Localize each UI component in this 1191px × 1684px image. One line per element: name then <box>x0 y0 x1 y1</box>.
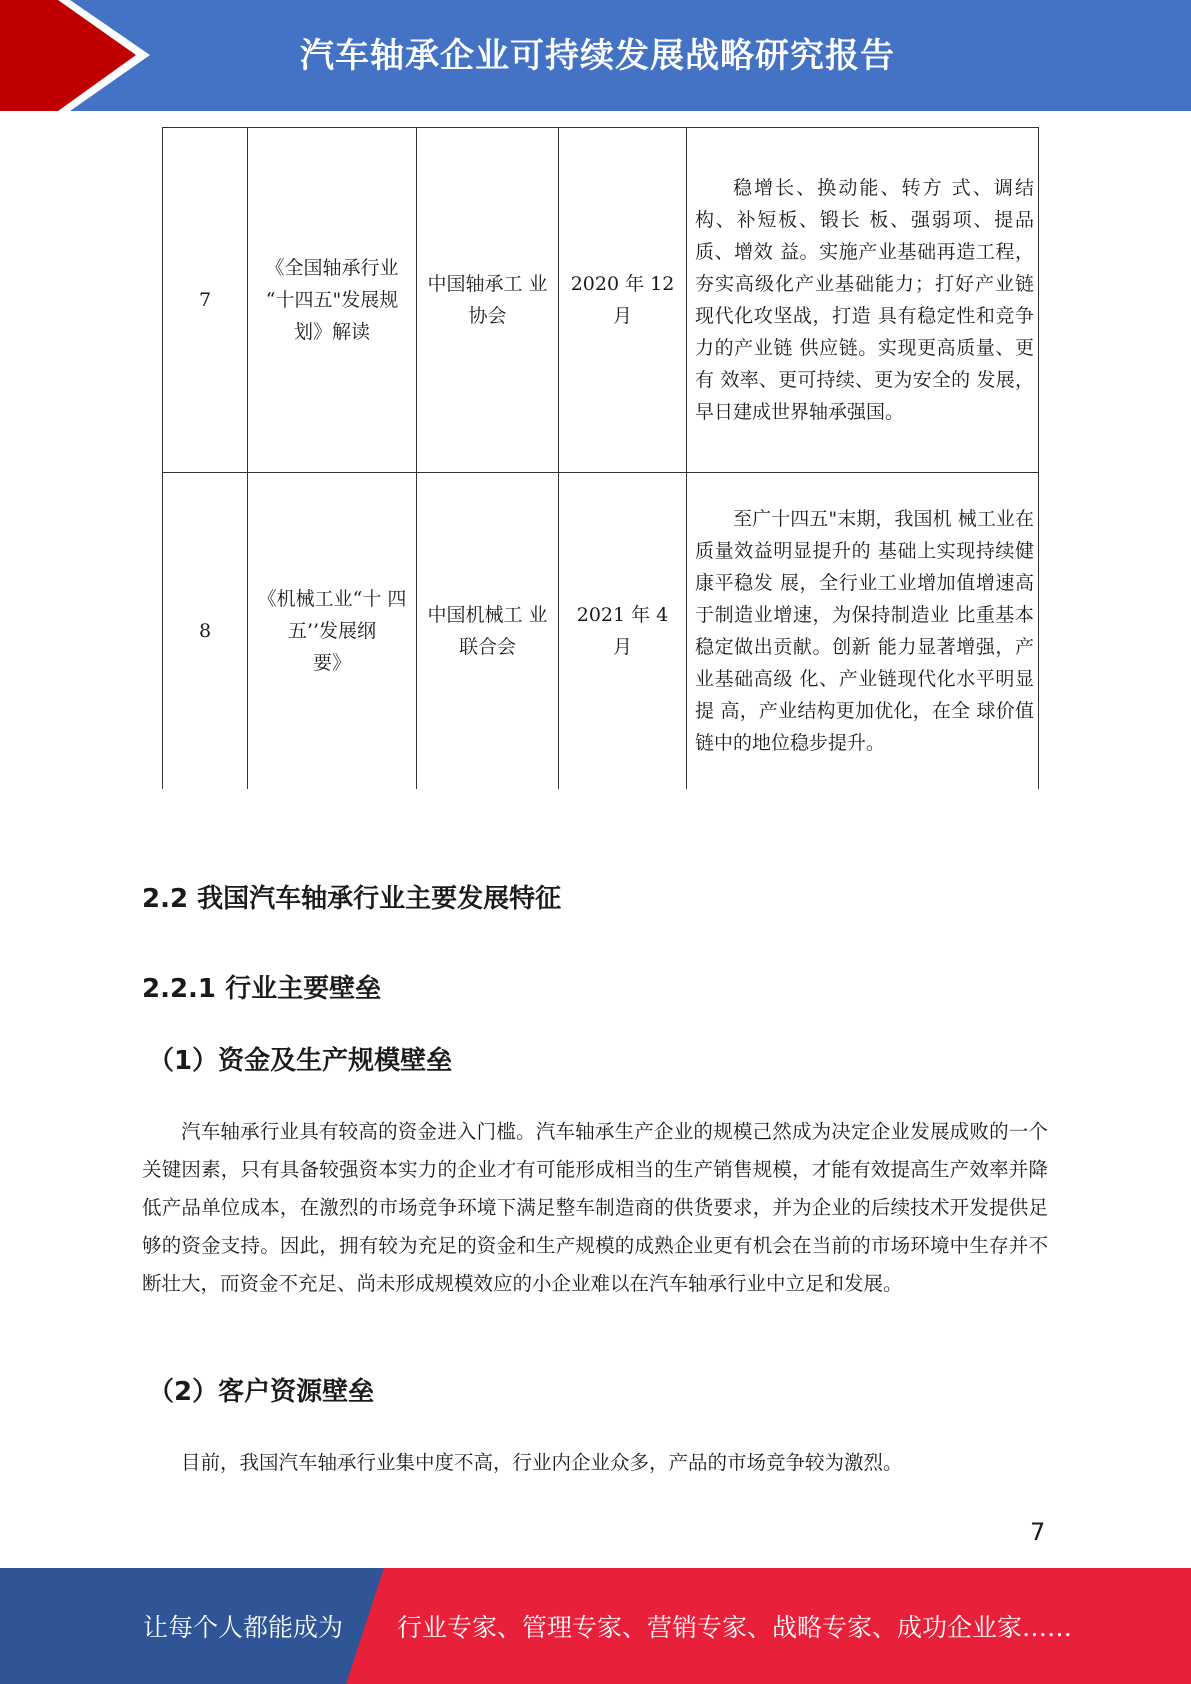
subsection-heading: 2.2.1 行业主要壁垒 <box>142 974 382 1004</box>
table-row <box>163 128 1039 473</box>
footer-slogan-left: 让每个人都能成为 <box>143 1613 344 1642</box>
section-heading: 2.2 我国汽车轴承行业主要发展特征 <box>142 884 562 914</box>
header-arrow-icon <box>0 0 160 111</box>
policy-description: 稳增长、换动能、转方 式、调结构、补短板、锻长 板、强弱项、提品质、增效 益。实施产业基础再造工程， 夯实高级化产业基础能力；打好产业链现代化攻坚战，打造 具有稳定性和竞争力的产业链 供应链。实现更高质量、更有 效率、更可持续、更为安全的 发展，早日建成世界轴承强国。 <box>687 128 1039 473</box>
policy-name: 《全国轴承行业 “十四五"发展规 划》解读 <box>248 128 417 473</box>
policy-name: 《机械工业“十 四 五’’发展纲 要》 <box>248 473 417 789</box>
issuing-org: 中国机械工 业 联合会 <box>417 473 559 789</box>
paragraph-customer-barrier: 目前，我国汽车轴承行业集中度不高，行业内企业众多，产品的市场竞争较为激烈。 <box>181 1451 903 1474</box>
page-number: 7 <box>1030 1518 1046 1546</box>
paragraph-capital-barrier: 汽车轴承行业具有较高的资金进入门槛。汽车轴承生产企业的规模己然成为决定企业发展成败的一个关键因素，只有具备较强资本实力的企业才有可能形成相当的生产销售规模，才能有效提高生产效率并降低产品单位成本，在激烈的市场竞争环境下满足整车制造商的供货要求，并为企业的后续技术开发提供足够的资金支持。因此，拥有较为充足的资金和生产规模的成熟企业更有机会在当前的市场环境中生存并不断壮大，而资金不充足、尚未形成规模效应的小企业难以在汽车轴承行业中立足和发展。 <box>142 1120 1048 1295</box>
subheading-customer-barrier: （2）客户资源壁垒 <box>148 1377 375 1407</box>
report-title: 汽车轴承企业可持续发展战略研究报告 <box>300 36 895 76</box>
footer-slogan-right: 行业专家、管理专家、营销专家、战略专家、成功企业家…… <box>397 1613 1073 1642</box>
issue-date: 2021 年 4 月 <box>559 473 687 789</box>
policy-description: 至广十四五"末期，我国机 械工业在质量效益明显提升的 基础上实现持续健康平稳发 展，全行业工业增加值增速高 于制造业增速，为保持制造业 比重基本稳定做出贡献。创新 能力显著增强，产业基础高级 化、产业链现代化水平明显提 高，产业结构更加优化，在全 球价值链中的地位稳步提升。 <box>687 473 1039 789</box>
footer-banner <box>0 1568 1191 1684</box>
row-number: 8 <box>163 473 248 789</box>
issue-date: 2020 年 12 月 <box>559 128 687 473</box>
issuing-org: 中国轴承工 业 协会 <box>417 128 559 473</box>
table-row <box>163 473 1039 789</box>
policy-table <box>162 127 1039 789</box>
header-banner <box>0 0 1191 111</box>
subheading-capital-barrier: （1）资金及生产规模壁垒 <box>148 1046 453 1076</box>
row-number: 7 <box>163 128 248 473</box>
